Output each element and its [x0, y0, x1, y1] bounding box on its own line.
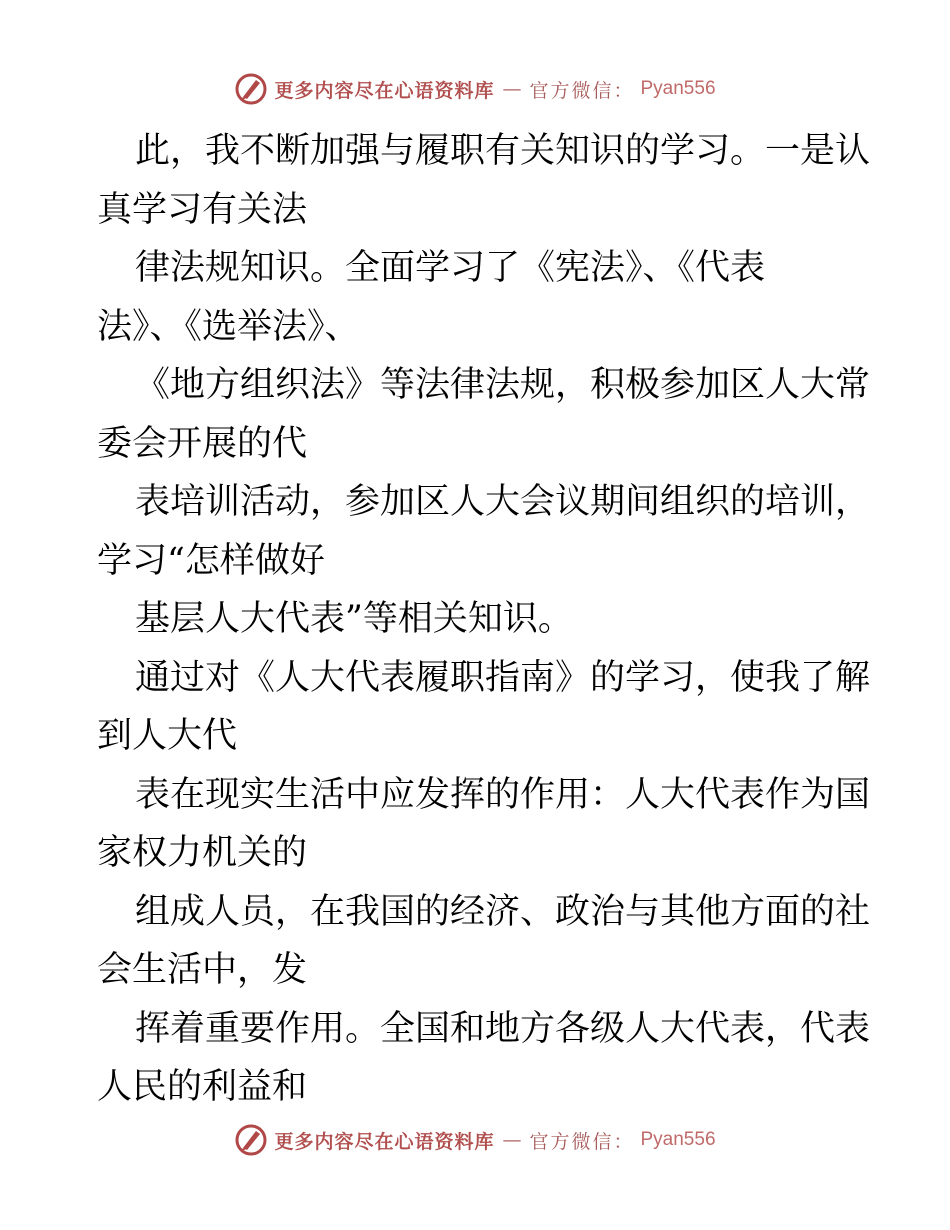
text-line: 会生活中，发	[97, 950, 308, 990]
banner-brand: 更多内容尽在心语资料库	[274, 1130, 495, 1153]
text-line: 法》、《选举法》、	[97, 306, 360, 347]
text-line: 挥着重要作用。全国和地方各级人大代表，代表	[135, 1008, 871, 1049]
footer-banner	[0, 1123, 950, 1157]
banner-wechat-id: Pyan556	[640, 1129, 716, 1150]
text-line: 学习“怎样做好	[97, 540, 325, 581]
text-line: 家权力机关的	[97, 833, 308, 873]
text-line: 组成人员，在我国的经济、政治与其他方面的社	[135, 891, 871, 932]
text-line: 基层人大代表”等相关知识。	[135, 599, 573, 639]
text-line: 通过对《人大代表履职指南》的学习，使我了解	[135, 657, 871, 698]
header-banner	[0, 72, 950, 106]
text-line: 《地方组织法》等法律法规，积极参加区人大常	[135, 365, 871, 405]
banner-wechat-label: 官方微信：	[529, 79, 635, 102]
text-line: 表在现实生活中应发挥的作用：人大代表作为国	[135, 774, 871, 815]
text-line: 表培训活动，参加区人大会议期间组织的培训，	[135, 482, 871, 522]
text-line: 委会开展的代	[97, 423, 308, 464]
text-line: 真学习有关法	[97, 189, 308, 230]
banner-dash: —	[502, 1129, 522, 1151]
banner-brand: 更多内容尽在心语资料库	[274, 79, 495, 102]
banner-wechat-label: 官方微信：	[529, 1130, 635, 1153]
text-line: 此，我不断加强与履职有关知识的学习。一是认	[135, 131, 871, 171]
text-line: 人民的利益和	[97, 1067, 308, 1107]
text-line: 律法规知识。全面学习了《宪法》、《代表	[135, 248, 766, 288]
text-line: 到人大代	[97, 716, 238, 756]
banner-dash: —	[502, 78, 522, 100]
banner-wechat-id: Pyan556	[640, 78, 716, 99]
quill-logo-icon	[234, 72, 268, 106]
body-text	[97, 122, 871, 1117]
quill-logo-icon	[234, 1123, 268, 1157]
